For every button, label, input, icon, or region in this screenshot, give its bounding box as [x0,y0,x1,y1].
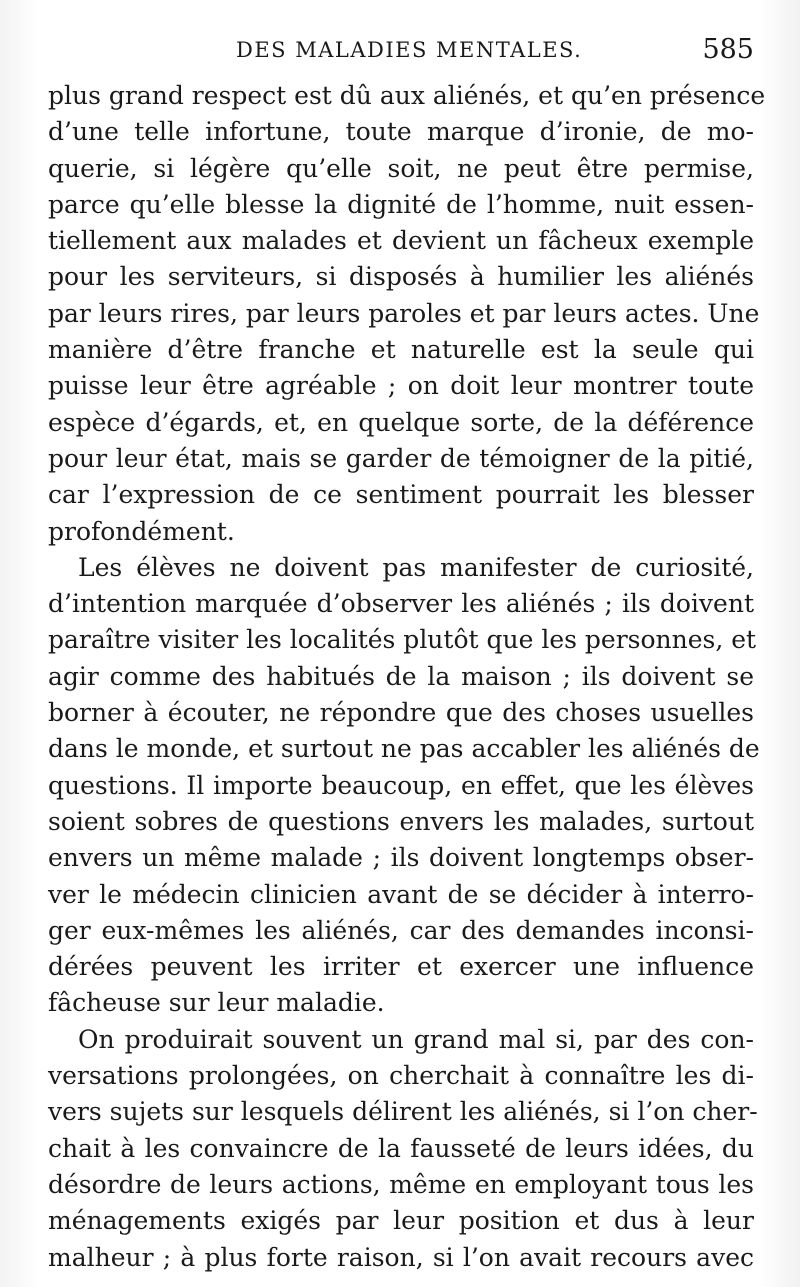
text-line: pour leur état, mais se garder de témoigner de la pitié, [48,443,754,473]
text-line: plus grand respect est dû aux aliénés, et qu’en présence [48,81,766,110]
text-line: car l’expression de ce sentiment pourrait les blesser [48,480,754,510]
text-line: par leurs rires, par leurs paroles et par leurs actes. Une [48,298,760,328]
text-line: dans le monde, et surtout ne pas accabler les aliénés de [48,734,760,764]
text-line: agir comme des habitués de la maison ; ils doivent se [48,661,754,691]
text-line: d’une telle infortune, toute marque d’ironie, de mo- [48,117,754,147]
text-line: envers un même malade ; ils doivent longtemps obser- [48,843,754,873]
text-line: d’intention marquée d’observer les aliénés ; ils doivent [48,589,754,619]
text-line: malheur ; à plus forte raison, si l’on avait recours avec [48,1242,754,1272]
text-line: ver le médecin clinicien avant de se décider à interro- [48,879,754,909]
text-line: ménagements exigés par leur position et dus à leur [48,1206,754,1236]
paragraph-start-line: Les élèves ne doivent pas manifester de curiosité, [78,552,754,582]
running-title: DES MALADIES MENTALES. [236,38,583,62]
text-line: puisse leur être agréable ; on doit leur montrer toute [48,371,754,401]
text-line: chait à les convaincre de la fausseté de leurs idées, du [48,1133,754,1163]
text-line: espèce d’égards, et, en quelque sorte, de la déférence [48,407,754,437]
paragraph-end-line: fâcheuse sur leur maladie. [48,988,385,1018]
text-line: vers sujets sur lesquels délirent les aliénés, si l’on cher- [48,1097,758,1127]
text-line: pour les serviteurs, si disposés à humilier les aliénés [48,262,754,292]
text-line: ger eux-mêmes les aliénés, car des demandes inconsi- [48,915,754,945]
text-line: borner à écouter, ne répondre que des choses usuelles [48,698,754,728]
text-line: paraître visiter les localités plutôt que les personnes, et [48,625,757,655]
text-line: tiellement aux malades et devient un fâcheux exemple [48,226,754,256]
running-head [48,34,754,68]
text-line: dérées peuvent les irriter et exercer une influence [48,952,754,982]
body-text [48,78,766,1276]
text-line: désordre de leurs actions, même en employant tous les [48,1169,754,1199]
page-number: 585 [702,34,754,65]
paragraph-end-line: profondément. [48,516,235,546]
text-line: parce qu’elle blesse la dignité de l’homme, nuit essen- [48,189,754,219]
text-line: versations prolongées, on cherchait à connaître les di- [48,1061,754,1091]
text-line: querie, si légère qu’elle soit, ne peut être permise, [48,153,754,183]
text-line: questions. Il importe beaucoup, en effet, que les élèves [48,770,754,800]
text-line: manière d’être franche et naturelle est la seule qui [48,335,754,365]
text-line: soient sobres de questions envers les malades, surtout [48,806,754,836]
paragraph-start-line: On produirait souvent un grand mal si, par des con- [78,1024,754,1054]
